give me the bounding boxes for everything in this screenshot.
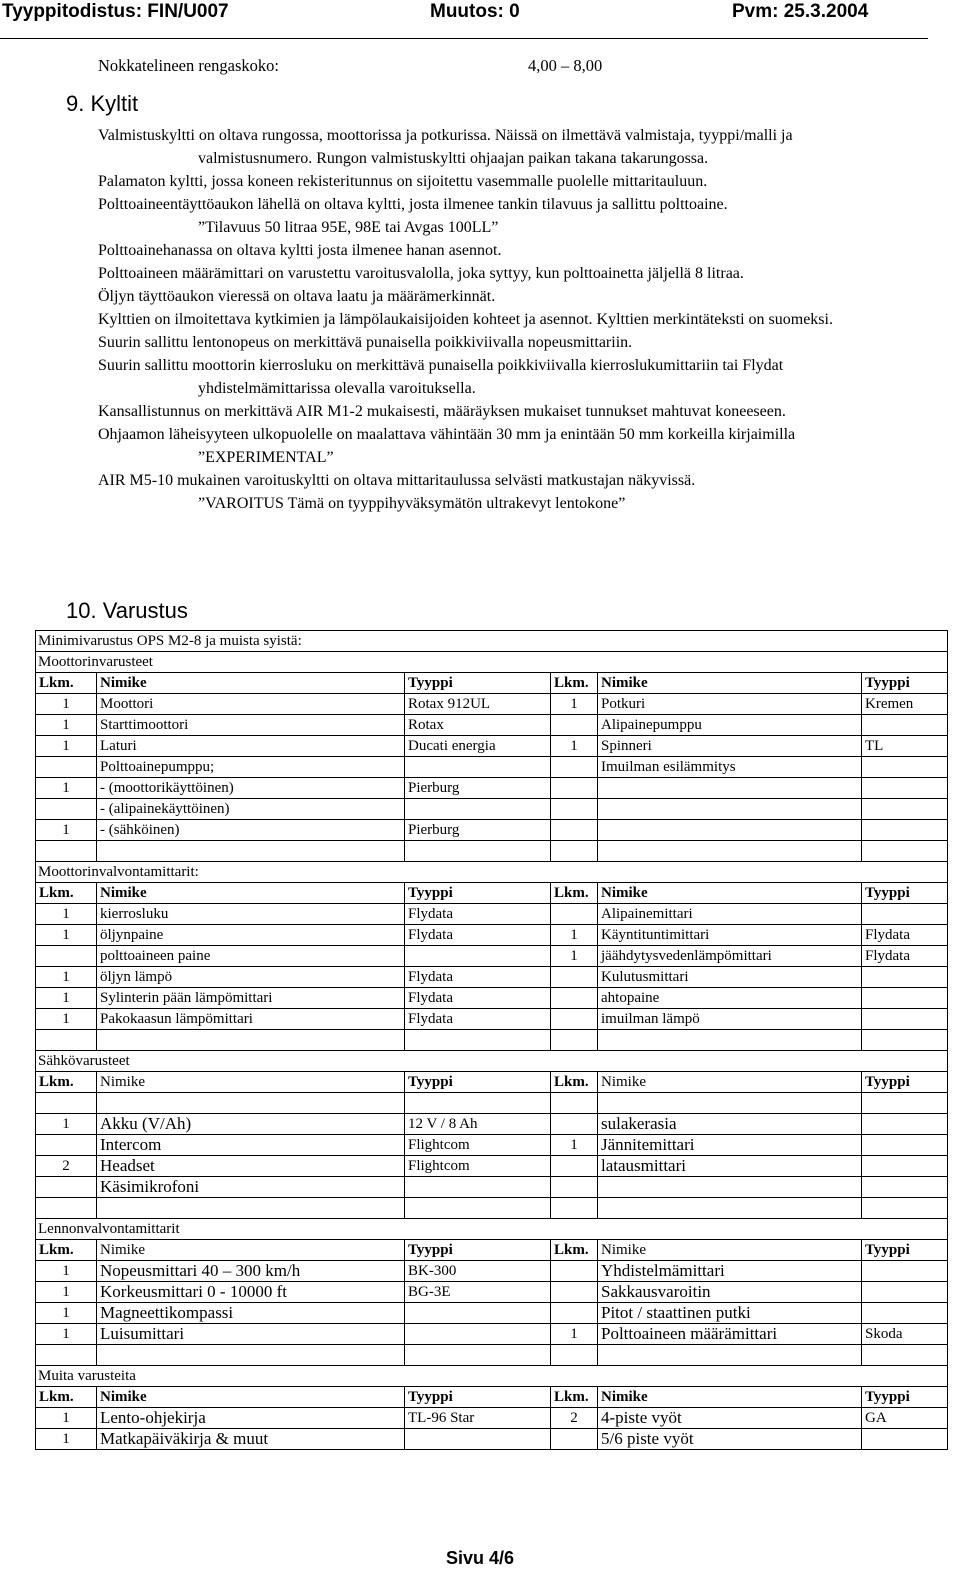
- column-header: Nimike: [97, 883, 405, 904]
- table-cell: [862, 757, 948, 778]
- table-cell: Skoda: [862, 1324, 948, 1345]
- table-cell: Kulutusmittari: [598, 967, 862, 988]
- table-row: [36, 1135, 948, 1156]
- blank-row: [36, 1093, 948, 1114]
- table-cell: Korkeusmittari 0 - 10000 ft: [97, 1282, 405, 1303]
- table-row: [36, 715, 948, 736]
- table-cell: [551, 1198, 598, 1219]
- table-row: [36, 1429, 948, 1450]
- column-header: Lkm.: [36, 1240, 97, 1261]
- table-cell: TL-96 Star: [405, 1408, 551, 1429]
- table-cell: [551, 1030, 598, 1051]
- group-title: [36, 1219, 948, 1240]
- empty-cell: [862, 1093, 948, 1114]
- table-cell: [862, 799, 948, 820]
- table-cell: [862, 1135, 948, 1156]
- empty-cell: [405, 1093, 551, 1114]
- table-cell: 2: [551, 1408, 598, 1429]
- table-row: [36, 1114, 948, 1135]
- table-cell: Moottori: [97, 694, 405, 715]
- table-cell: polttoaineen paine: [97, 946, 405, 967]
- table-row: [36, 1009, 948, 1030]
- table-cell: 1: [551, 736, 598, 757]
- table-cell: Flydata: [862, 946, 948, 967]
- table-cell: [862, 1303, 948, 1324]
- column-header: Nimike: [97, 673, 405, 694]
- column-header: Lkm.: [36, 673, 97, 694]
- table-cell: Magneettikompassi: [97, 1303, 405, 1324]
- column-header: Lkm.: [36, 883, 97, 904]
- table-cell: [36, 841, 97, 862]
- table-cell: Starttimoottori: [97, 715, 405, 736]
- table-cell: [551, 715, 598, 736]
- table-cell: [598, 1198, 862, 1219]
- group-title-text: Muita varusteita: [36, 1366, 948, 1387]
- table-cell: [551, 1261, 598, 1282]
- table-cell: [862, 1198, 948, 1219]
- table-cell: 1: [36, 967, 97, 988]
- table-cell: [97, 1345, 405, 1366]
- table-cell: Flydata: [862, 925, 948, 946]
- table-cell: Alipainemittari: [598, 904, 862, 925]
- table-cell: Flydata: [405, 925, 551, 946]
- group-title: [36, 862, 948, 883]
- table-cell: Sakkausvaroitin: [598, 1282, 862, 1303]
- table-cell: Sylinterin pään lämpömittari: [97, 988, 405, 1009]
- column-header: Lkm.: [551, 1387, 598, 1408]
- table-cell: [862, 1345, 948, 1366]
- column-header: Tyyppi: [862, 1072, 948, 1093]
- column-header-row: [36, 1072, 948, 1093]
- table-cell: jäähdytysvedenlämpömittari: [598, 946, 862, 967]
- paragraph: ”Tilavuus 50 litraa 95E, 98E tai Avgas 100LL”: [198, 219, 499, 236]
- column-header: Lkm.: [36, 1072, 97, 1093]
- table-cell: [551, 1114, 598, 1135]
- equipment-table: [35, 630, 948, 1450]
- paragraph: Suurin sallittu lentonopeus on merkittävä punaisella poikkiviivalla nopeusmittariin.: [98, 334, 633, 351]
- group-title-text: Lennonvalvontamittarit: [36, 1219, 948, 1240]
- table-cell: Nopeusmittari 40 – 300 km/h: [97, 1261, 405, 1282]
- table-cell: [598, 1030, 862, 1051]
- column-header-row: [36, 1387, 948, 1408]
- date-label: Pvm: 25.3.2004: [732, 1, 869, 22]
- table-cell: Luisumittari: [97, 1324, 405, 1345]
- table-cell: Polttoaineen määrämittari: [598, 1324, 862, 1345]
- section-10-title: 10. Varustus: [66, 598, 188, 623]
- table-row: [36, 757, 948, 778]
- group-title-text: Moottorinvarusteet: [36, 652, 948, 673]
- paragraph: Polttoaineentäyttöaukon lähellä on oltava kyltti, josta ilmenee tankin tilavuus ja sallittu polttoaine.: [98, 196, 728, 213]
- table-cell: 1: [36, 778, 97, 799]
- table-cell: TL: [862, 736, 948, 757]
- table-cell: Rotax: [405, 715, 551, 736]
- table-cell: imuilman lämpö: [598, 1009, 862, 1030]
- table-cell: [36, 1030, 97, 1051]
- page-header: [0, 0, 960, 30]
- paragraph: Palamaton kyltti, jossa koneen rekisteritunnus on sijoitettu vasemmalle puolelle mittaritauluun.: [98, 173, 708, 190]
- table-cell: Alipainepumppu: [598, 715, 862, 736]
- column-header: Tyyppi: [862, 883, 948, 904]
- equipment-intro: [36, 631, 948, 652]
- column-header: Nimike: [598, 1387, 862, 1408]
- empty-cell: [551, 1093, 598, 1114]
- table-cell: Flydata: [405, 967, 551, 988]
- column-header-row: [36, 883, 948, 904]
- table-row: [36, 1408, 948, 1429]
- table-row: [36, 946, 948, 967]
- column-header: Nimike: [598, 673, 862, 694]
- table-cell: [551, 988, 598, 1009]
- table-row: [36, 778, 948, 799]
- column-header: Tyyppi: [862, 673, 948, 694]
- table-cell: [551, 820, 598, 841]
- table-cell: Imuilman esilämmitys: [598, 757, 862, 778]
- empty-cell: [36, 1093, 97, 1114]
- table-cell: GA: [862, 1408, 948, 1429]
- paragraph: Kansallistunnus on merkittävä AIR M1-2 mukaisesti, määräyksen mukaiset tunnukset mahtuvat koneeseen.: [98, 403, 786, 420]
- table-cell: - (moottorikäyttöinen): [97, 778, 405, 799]
- table-cell: Flydata: [405, 904, 551, 925]
- column-header: Tyyppi: [405, 883, 551, 904]
- table-cell: sulakerasia: [598, 1114, 862, 1135]
- table-cell: [36, 799, 97, 820]
- equipment-intro-text: Minimivarustus OPS M2-8 ja muista syistä:: [36, 631, 948, 652]
- table-row: [36, 1324, 948, 1345]
- table-cell: [97, 1030, 405, 1051]
- table-cell: [551, 904, 598, 925]
- table-cell: 5/6 piste vyöt: [598, 1429, 862, 1450]
- table-cell: [551, 778, 598, 799]
- table-cell: [551, 1303, 598, 1324]
- table-cell: [862, 1156, 948, 1177]
- table-cell: 1: [36, 1114, 97, 1135]
- table-cell: [405, 1324, 551, 1345]
- group-title-text: Sähkövarusteet: [36, 1051, 948, 1072]
- table-cell: Flightcom: [405, 1135, 551, 1156]
- paragraph: Ohjaamon läheisyyteen ulkopuolelle on maalattava vähintään 30 mm ja enintään 50 mm korkeilla kirjaimilla ”EXPERIMENTAL”: [98, 426, 796, 466]
- table-row: [36, 799, 948, 820]
- column-header: Tyyppi: [862, 1240, 948, 1261]
- table-cell: Flightcom: [405, 1156, 551, 1177]
- table-cell: kierrosluku: [97, 904, 405, 925]
- column-header: Lkm.: [551, 673, 598, 694]
- table-cell: [551, 1177, 598, 1198]
- table-cell: [405, 841, 551, 862]
- table-cell: [405, 1030, 551, 1051]
- table-cell: 1: [551, 1324, 598, 1345]
- table-cell: [551, 1345, 598, 1366]
- table-cell: 1: [36, 715, 97, 736]
- table-cell: Flydata: [405, 988, 551, 1009]
- table-cell: Rotax 912UL: [405, 694, 551, 715]
- column-header: Nimike: [97, 1240, 405, 1261]
- paragraph: Suurin sallittu moottorin kierrosluku on merkittävä punaisella poikkiviivalla kierroslukumittariin tai Flydat yhdistelmämittarissa olevalla varoituksella.: [98, 357, 784, 397]
- table-cell: 1: [36, 1303, 97, 1324]
- table-cell: - (sähköinen): [97, 820, 405, 841]
- table-cell: Akku (V/Ah): [97, 1114, 405, 1135]
- table-cell: 1: [551, 946, 598, 967]
- table-cell: Pakokaasun lämpömittari: [97, 1009, 405, 1030]
- table-row: [36, 1345, 948, 1366]
- table-cell: [551, 1429, 598, 1450]
- table-cell: 1: [36, 736, 97, 757]
- table-cell: 1: [36, 1282, 97, 1303]
- column-header: Tyyppi: [862, 1387, 948, 1408]
- table-cell: [405, 946, 551, 967]
- table-cell: [598, 778, 862, 799]
- section-9-paragraphs: [98, 124, 910, 515]
- table-cell: 1: [36, 694, 97, 715]
- column-header: Lkm.: [36, 1387, 97, 1408]
- table-cell: [36, 946, 97, 967]
- table-cell: latausmittari: [598, 1156, 862, 1177]
- table-cell: [551, 799, 598, 820]
- spec-value: 4,00 – 8,00: [528, 56, 603, 75]
- table-cell: 1: [36, 820, 97, 841]
- table-row: [36, 1261, 948, 1282]
- table-cell: [405, 1177, 551, 1198]
- group-title-text: Moottorinvalvontamittarit:: [36, 862, 948, 883]
- table-cell: [405, 1345, 551, 1366]
- table-cell: 1: [36, 988, 97, 1009]
- table-cell: [862, 715, 948, 736]
- page-number: Sivu 4/6: [445, 1548, 515, 1568]
- empty-cell: [97, 1093, 405, 1114]
- table-row: [36, 967, 948, 988]
- table-cell: [862, 778, 948, 799]
- table-cell: Polttoainepumppu;: [97, 757, 405, 778]
- column-header: Tyyppi: [405, 1240, 551, 1261]
- table-cell: [36, 1198, 97, 1219]
- table-cell: BK-300: [405, 1261, 551, 1282]
- table-cell: Jännitemittari: [598, 1135, 862, 1156]
- table-cell: 12 V / 8 Ah: [405, 1114, 551, 1135]
- table-cell: [598, 799, 862, 820]
- group-title: [36, 652, 948, 673]
- column-header: Tyyppi: [405, 1072, 551, 1093]
- table-row: [36, 1282, 948, 1303]
- column-header-row: [36, 673, 948, 694]
- column-header-row: [36, 1240, 948, 1261]
- table-cell: [862, 820, 948, 841]
- table-cell: [551, 1009, 598, 1030]
- table-row: [36, 1177, 948, 1198]
- table-cell: [862, 1261, 948, 1282]
- table-cell: [405, 1303, 551, 1324]
- table-cell: ahtopaine: [598, 988, 862, 1009]
- table-cell: Pierburg: [405, 820, 551, 841]
- table-cell: Intercom: [97, 1135, 405, 1156]
- column-header: Nimike: [598, 1240, 862, 1261]
- column-header: Tyyppi: [405, 1387, 551, 1408]
- table-cell: [551, 1156, 598, 1177]
- table-cell: [862, 1177, 948, 1198]
- table-cell: 1: [551, 1135, 598, 1156]
- table-cell: Matkapäiväkirja & muut: [97, 1429, 405, 1450]
- table-cell: BG-3E: [405, 1282, 551, 1303]
- table-cell: öljyn lämpö: [97, 967, 405, 988]
- table-row: [36, 1030, 948, 1051]
- table-cell: Käsimikrofoni: [97, 1177, 405, 1198]
- table-cell: [551, 757, 598, 778]
- table-cell: [862, 1009, 948, 1030]
- table-cell: Pierburg: [405, 778, 551, 799]
- table-cell: Ducati energia: [405, 736, 551, 757]
- table-cell: [36, 1345, 97, 1366]
- table-cell: [862, 988, 948, 1009]
- paragraph: Polttoainehanassa on oltava kyltti josta ilmenee hanan asennot.: [98, 242, 502, 259]
- table-cell: Laturi: [97, 736, 405, 757]
- empty-cell: [598, 1093, 862, 1114]
- paragraph: Kylttien on ilmoitettava kytkimien ja lämpölaukaisijoiden kohteet ja asennot. Kylttien merkintäteksti on suomeksi.: [98, 311, 833, 328]
- section-9-title: 9. Kyltit: [66, 91, 139, 116]
- table-cell: Yhdistelmämittari: [598, 1261, 862, 1282]
- table-cell: 2: [36, 1156, 97, 1177]
- table-row: [36, 841, 948, 862]
- table-row: [36, 925, 948, 946]
- paragraph: AIR M5-10 mukainen varoituskyltti on oltava mittaritaulussa selvästi matkustajan näkyvissä.: [98, 472, 696, 489]
- table-cell: [97, 841, 405, 862]
- table-cell: [862, 1030, 948, 1051]
- table-cell: [598, 841, 862, 862]
- table-cell: [862, 1282, 948, 1303]
- column-header: Nimike: [97, 1072, 405, 1093]
- table-row: [36, 1198, 948, 1219]
- table-cell: [598, 820, 862, 841]
- paragraph: Valmistuskyltti on oltava rungossa, moottorissa ja potkurissa. Näissä on ilmettävä valmistaja, tyyppi/malli ja valmistusnumero. Rungon valmistuskyltti ohjaajan paikan takana takarungossa.: [98, 127, 793, 167]
- table-cell: Spinneri: [598, 736, 862, 757]
- table-cell: 1: [36, 1009, 97, 1030]
- table-cell: [405, 799, 551, 820]
- table-cell: [97, 1198, 405, 1219]
- table-cell: - (alipainekäyttöinen): [97, 799, 405, 820]
- table-cell: 1: [36, 1429, 97, 1450]
- table-cell: [862, 841, 948, 862]
- nose-wheel-spec: [98, 56, 603, 76]
- table-cell: [862, 904, 948, 925]
- table-row: [36, 1303, 948, 1324]
- table-cell: öljynpaine: [97, 925, 405, 946]
- table-cell: [551, 967, 598, 988]
- table-row: [36, 694, 948, 715]
- column-header: Nimike: [97, 1387, 405, 1408]
- table-cell: 4-piste vyöt: [598, 1408, 862, 1429]
- group-title: [36, 1051, 948, 1072]
- table-row: [36, 820, 948, 841]
- table-cell: 1: [36, 1324, 97, 1345]
- table-cell: [405, 1198, 551, 1219]
- column-header: Lkm.: [551, 883, 598, 904]
- group-title: [36, 1366, 948, 1387]
- table-cell: [551, 1282, 598, 1303]
- paragraph: ”VAROITUS Tämä on tyyppihyväksymätön ultrakevyt lentokone”: [198, 495, 626, 512]
- table-cell: 1: [36, 904, 97, 925]
- column-header: Nimike: [598, 1072, 862, 1093]
- table-cell: [862, 1429, 948, 1450]
- revision-label: Muutos: 0: [430, 1, 520, 22]
- table-cell: [551, 841, 598, 862]
- table-cell: Kremen: [862, 694, 948, 715]
- table-cell: Käyntituntimittari: [598, 925, 862, 946]
- paragraph: Polttoaineen määrämittari on varustettu varoitusvalolla, joka syttyy, kun polttoainetta jäljellä 8 litraa.: [98, 265, 744, 282]
- table-cell: Flydata: [405, 1009, 551, 1030]
- table-cell: 1: [36, 925, 97, 946]
- paragraph: Öljyn täyttöaukon vieressä on oltava laatu ja määrämerkinnät.: [98, 288, 496, 305]
- column-header: Lkm.: [551, 1072, 598, 1093]
- table-cell: Potkuri: [598, 694, 862, 715]
- table-cell: Pitot / staattinen putki: [598, 1303, 862, 1324]
- table-cell: Headset: [97, 1156, 405, 1177]
- table-cell: [36, 1177, 97, 1198]
- table-cell: [36, 1135, 97, 1156]
- column-header: Tyyppi: [405, 673, 551, 694]
- table-row: [36, 736, 948, 757]
- table-cell: [405, 1429, 551, 1450]
- table-cell: [862, 1114, 948, 1135]
- document-title: Tyyppitodistus: FIN/U007: [2, 1, 229, 22]
- table-cell: 1: [36, 1261, 97, 1282]
- table-cell: [36, 757, 97, 778]
- table-cell: 1: [36, 1408, 97, 1429]
- spec-label: Nokkatelineen rengaskoko:: [98, 56, 279, 75]
- table-row: [36, 904, 948, 925]
- table-cell: [862, 967, 948, 988]
- table-row: [36, 988, 948, 1009]
- header-rule: [0, 38, 928, 39]
- table-cell: 1: [551, 925, 598, 946]
- table-cell: Lento-ohjekirja: [97, 1408, 405, 1429]
- table-cell: [598, 1345, 862, 1366]
- column-header: Lkm.: [551, 1240, 598, 1261]
- table-cell: [598, 1177, 862, 1198]
- column-header: Nimike: [598, 883, 862, 904]
- table-cell: 1: [551, 694, 598, 715]
- table-cell: [405, 757, 551, 778]
- table-row: [36, 1156, 948, 1177]
